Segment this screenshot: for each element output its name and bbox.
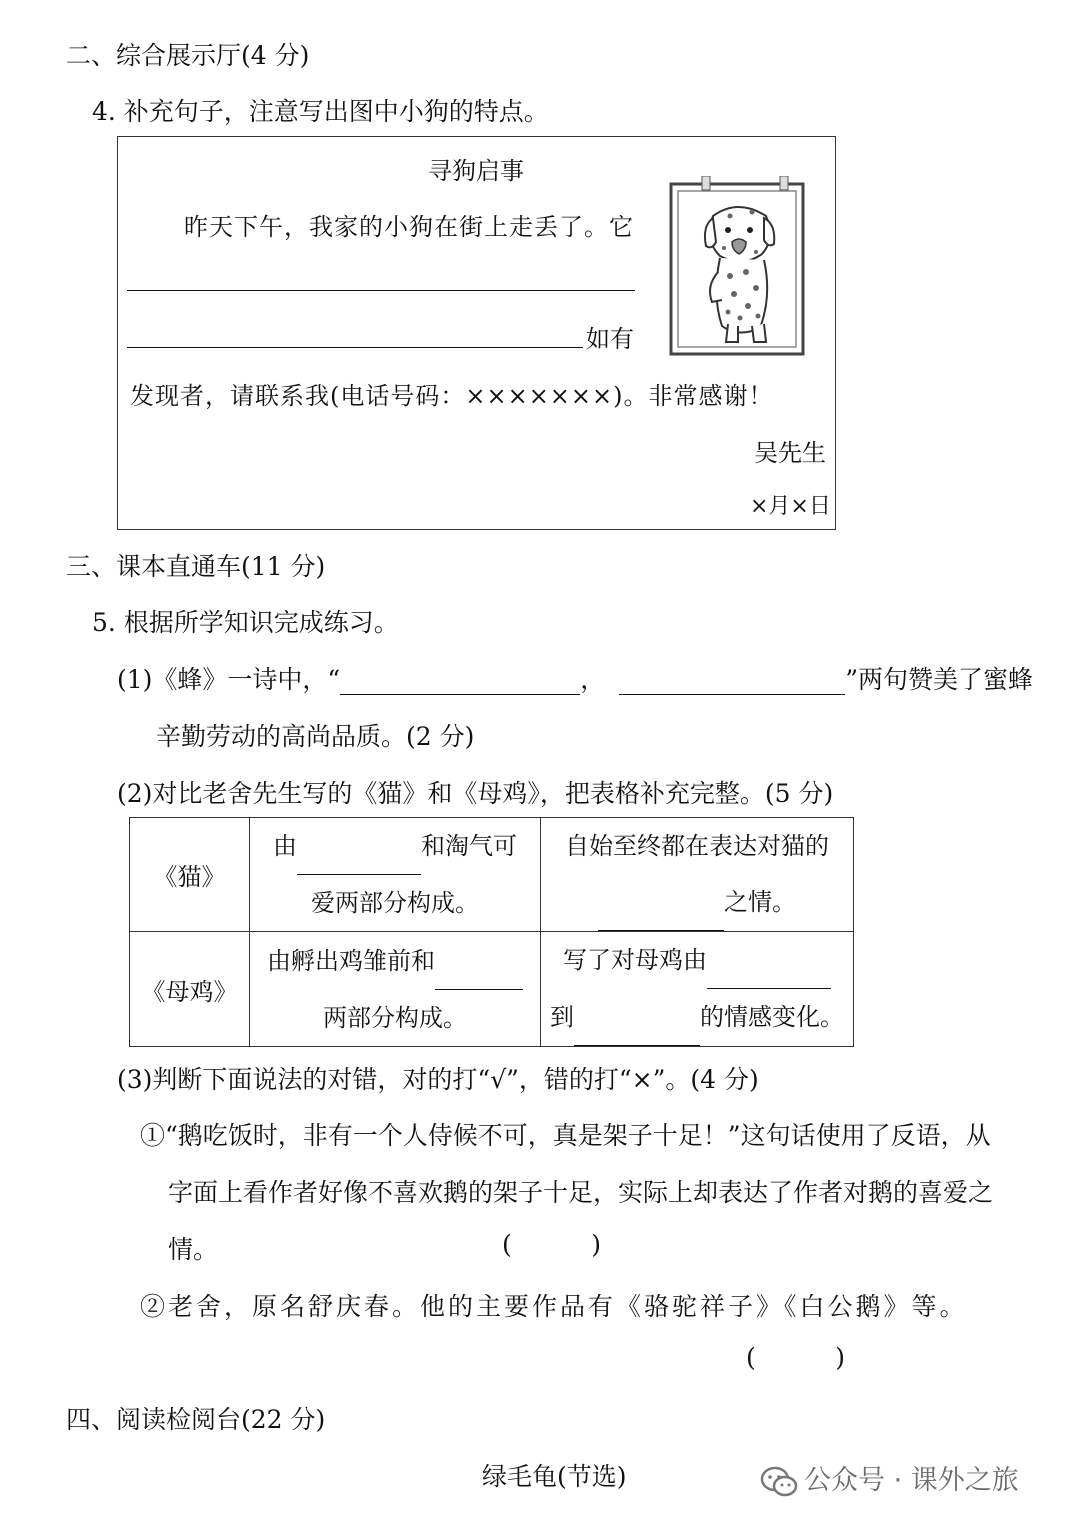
table-cell-name: 《母鸡》 <box>130 932 250 1047</box>
table-row <box>130 932 854 1047</box>
cell-text: 自始至终都在表达对猫的 <box>565 832 829 860</box>
table-cell-emotion <box>541 932 854 1047</box>
q5-part1-tail: ”两句赞美了蜜蜂 <box>845 665 1034 694</box>
comparison-table <box>129 817 854 1047</box>
cell-text: 之情。 <box>724 888 796 916</box>
table-blank-hen-to[interactable] <box>574 989 700 1046</box>
answer-paren-2[interactable]: ( ) <box>746 1343 845 1372</box>
answer-line-1[interactable] <box>127 290 635 291</box>
cell-text: 两部分构成。 <box>323 1003 467 1032</box>
cell-text: 由孵出鸡雏前和 <box>267 946 435 975</box>
table-cell-emotion <box>541 818 854 932</box>
dalmatian-dog-picture <box>668 176 806 356</box>
section-3-title: 三、课本直通车(11 分) <box>66 552 326 581</box>
table-blank-cat-emotion[interactable] <box>598 874 724 931</box>
q5-prompt: 5. 根据所学知识完成练习。 <box>92 608 399 637</box>
reading-title: 绿毛龟(节选) <box>482 1462 627 1491</box>
q5-part1-line2: 辛勤劳动的高尚品质。(2 分) <box>156 722 475 751</box>
notice-date: ×月×日 <box>750 494 831 519</box>
watermark-text: 公众号 · 课外之旅 <box>804 1465 1019 1496</box>
q5-part3-item1-line2: 字面上看作者好像不喜欢鹅的架子十足，实际上却表达了作者对鹅的喜爱之 <box>168 1178 994 1207</box>
poem-blank-1[interactable] <box>340 665 580 695</box>
table-cell-structure <box>250 932 541 1047</box>
table-cell-structure <box>250 818 541 932</box>
q5-part3-text: (3)判断下面说法的对错，对的打“√”，错的打“×”。(4 分) <box>117 1065 759 1094</box>
table-cell-name: 《猫》 <box>130 818 250 932</box>
notice-line-1: 昨天下午，我家的小狗在街上走丢了。它 <box>184 213 634 241</box>
notice-title: 寻狗启事 <box>428 157 524 185</box>
q5-part1-comma: ， <box>580 665 606 694</box>
notice-line-4: 发现者，请联系我(电话号码：×××××××)。非常感谢！ <box>130 382 774 410</box>
q5-part1-line1 <box>117 660 1033 696</box>
cell-text: 的情感变化。 <box>700 1003 844 1031</box>
table-blank-hen-structure[interactable] <box>435 933 523 990</box>
q5-part3-item1-line1: ①“鹅吃饭时，非有一个人侍候不可，真是架子十足！”这句话使用了反语，从 <box>140 1121 991 1150</box>
q5-part3-item1-line3: 情。 <box>168 1235 219 1264</box>
answer-line-2[interactable] <box>127 347 583 348</box>
q5-part3-item2-line1: ②老舍，原名舒庆春。他的主要作品有《骆驼祥子》《白公鹅》等。 <box>140 1292 968 1321</box>
poem-blank-2[interactable] <box>619 665 845 695</box>
section-4-title: 四、阅读检阅台(22 分) <box>66 1405 326 1434</box>
table-row <box>130 818 854 932</box>
cell-text: 写了对母鸡由 <box>563 946 707 974</box>
notice-signature: 吴先生 <box>754 439 826 467</box>
answer-paren-1[interactable]: ( ) <box>502 1230 601 1259</box>
wechat-icon <box>760 1466 798 1498</box>
table-blank-hen-from[interactable] <box>707 932 831 989</box>
section-2-title: 二、综合展示厅(4 分) <box>66 41 310 70</box>
notice-line-3-tail: 如有 <box>586 325 634 353</box>
table-blank-cat-structure[interactable] <box>297 818 421 875</box>
cell-text: 到 <box>550 1003 574 1031</box>
cell-text: 由 <box>273 832 297 860</box>
q4-prompt: 4. 补充句子，注意写出图中小狗的特点。 <box>92 97 549 126</box>
cell-text: 爱两部分构成。 <box>311 889 479 917</box>
watermark <box>760 1458 1019 1498</box>
cell-text: 和淘气可 <box>421 832 517 860</box>
q5-part2-text: (2)对比老舍先生写的《猫》和《母鸡》，把表格补充完整。(5 分) <box>117 779 834 808</box>
q5-part1-head: (1)《蜂》一诗中，“ <box>117 665 341 694</box>
